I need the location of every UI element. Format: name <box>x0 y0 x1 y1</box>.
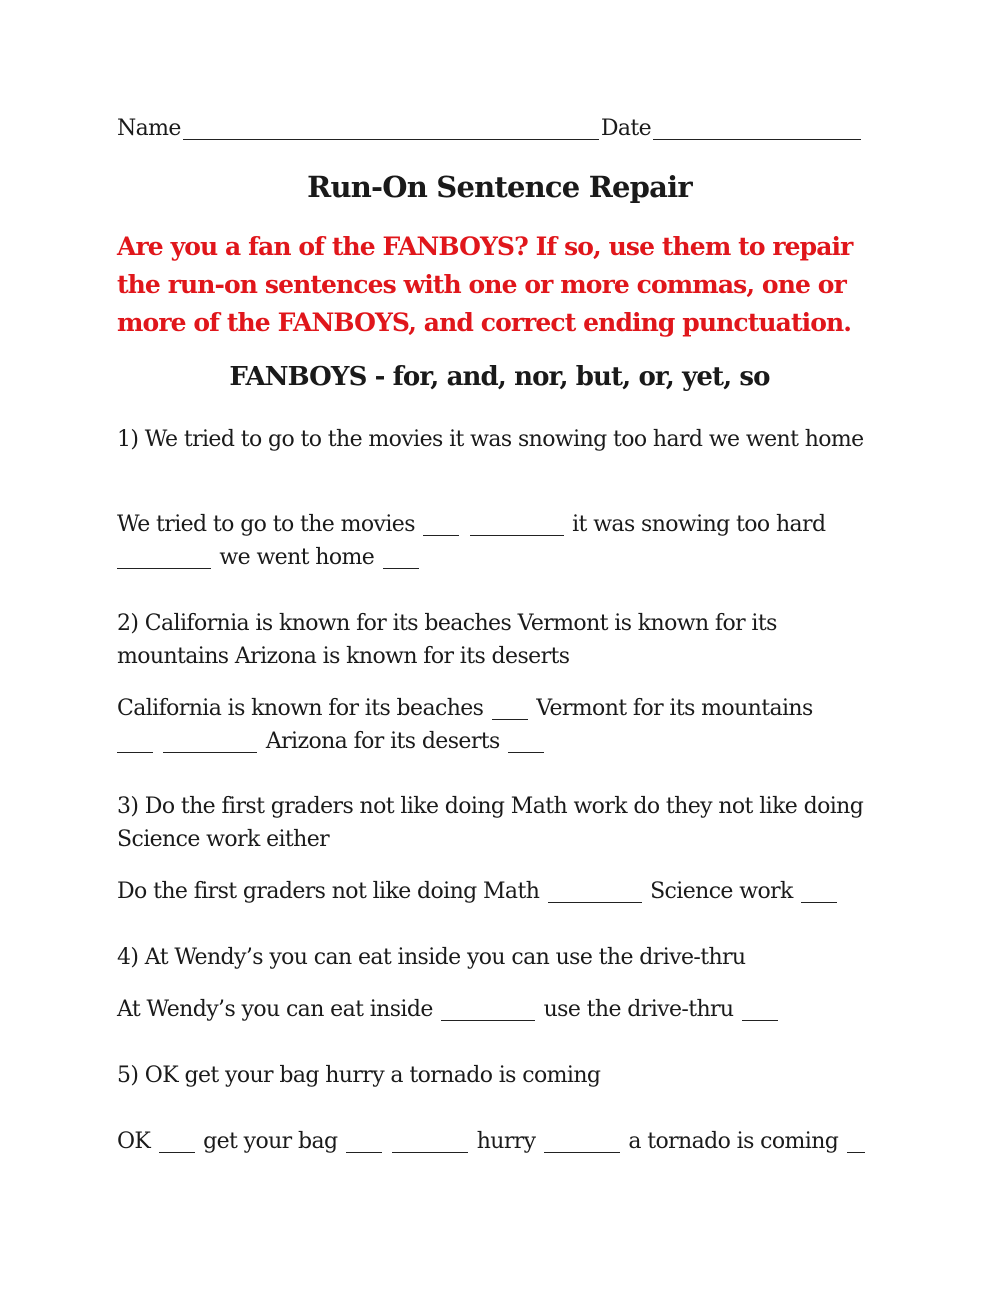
question-text: Do the first graders not like doing Math work do they not like doing Science work either <box>117 794 864 852</box>
question-text: At Wendy’s you can eat inside you can use the drive-thru <box>144 945 746 970</box>
instructions: Are you a fan of the FANBOYS? If so, use them to repair the run-on sentences with one or more commas, one or more of the FANBOYS, and correct ending punctuation. <box>117 232 853 337</box>
question-number: 1) <box>117 427 139 452</box>
question-3-prompt <box>117 790 887 856</box>
question-2-prompt <box>117 607 887 673</box>
fanboy-blank[interactable] <box>163 732 257 753</box>
repair-text: Arizona for its deserts <box>265 729 500 754</box>
repair-text: Do the first graders not like doing Math <box>117 879 540 904</box>
punctuation-blank[interactable] <box>346 1132 382 1153</box>
question-number: 5) <box>117 1063 139 1088</box>
question-3-repair <box>117 875 887 908</box>
punctuation-blank[interactable] <box>117 732 153 753</box>
question-text: We tried to go to the movies it was snowing too hard we went home <box>144 427 864 452</box>
repair-text: At Wendy’s you can eat inside <box>117 997 433 1022</box>
fanboys-list: FANBOYS - for, and, nor, but, or, yet, so <box>229 362 770 392</box>
question-1-prompt <box>117 423 887 456</box>
repair-text: use the drive-thru <box>543 997 734 1022</box>
ending-punctuation-blank[interactable] <box>801 882 837 903</box>
punctuation-blank[interactable] <box>544 1132 620 1153</box>
question-number: 3) <box>117 794 139 819</box>
repair-text: Vermont for its mountains <box>536 696 813 721</box>
ending-punctuation-blank[interactable] <box>847 1132 865 1153</box>
question-number: 4) <box>117 945 139 970</box>
ending-punctuation-blank[interactable] <box>508 732 544 753</box>
question-5-repair <box>117 1125 887 1158</box>
name-label: Name <box>117 116 181 141</box>
fanboy-blank[interactable] <box>117 548 211 569</box>
question-4-prompt <box>117 941 887 974</box>
fanboy-blank[interactable] <box>470 515 564 536</box>
fanboy-blank[interactable] <box>392 1132 468 1153</box>
date-field[interactable] <box>653 119 861 140</box>
repair-text: Science work <box>650 879 793 904</box>
question-text: California is known for its beaches Vermont is known for its mountains Arizona is known for its deserts <box>117 611 777 669</box>
question-number: 2) <box>117 611 139 636</box>
fanboy-blank[interactable] <box>441 1000 535 1021</box>
name-date-row <box>117 116 887 141</box>
repair-text: California is known for its beaches <box>117 696 484 721</box>
question-5-prompt <box>117 1059 887 1092</box>
repair-text: we went home <box>219 545 375 570</box>
repair-text: We tried to go to the movies <box>117 512 415 537</box>
punctuation-blank[interactable] <box>159 1132 195 1153</box>
punctuation-blank[interactable] <box>492 699 528 720</box>
date-label: Date <box>600 116 652 141</box>
ending-punctuation-blank[interactable] <box>742 1000 778 1021</box>
question-text: OK get your bag hurry a tornado is coming <box>144 1063 601 1088</box>
fanboy-blank[interactable] <box>548 882 642 903</box>
page-title: Run-On Sentence Repair <box>307 170 692 204</box>
name-field[interactable] <box>183 119 599 140</box>
repair-text: a tornado is coming <box>628 1129 839 1154</box>
question-4-repair <box>117 993 887 1026</box>
repair-text: get your bag <box>203 1129 338 1154</box>
question-1-repair <box>117 508 887 574</box>
repair-text: it was snowing too hard <box>572 512 826 537</box>
repair-text: OK <box>117 1129 151 1154</box>
ending-punctuation-blank[interactable] <box>383 548 419 569</box>
repair-text: hurry <box>476 1129 536 1154</box>
question-2-repair <box>117 692 887 758</box>
punctuation-blank[interactable] <box>423 515 459 536</box>
